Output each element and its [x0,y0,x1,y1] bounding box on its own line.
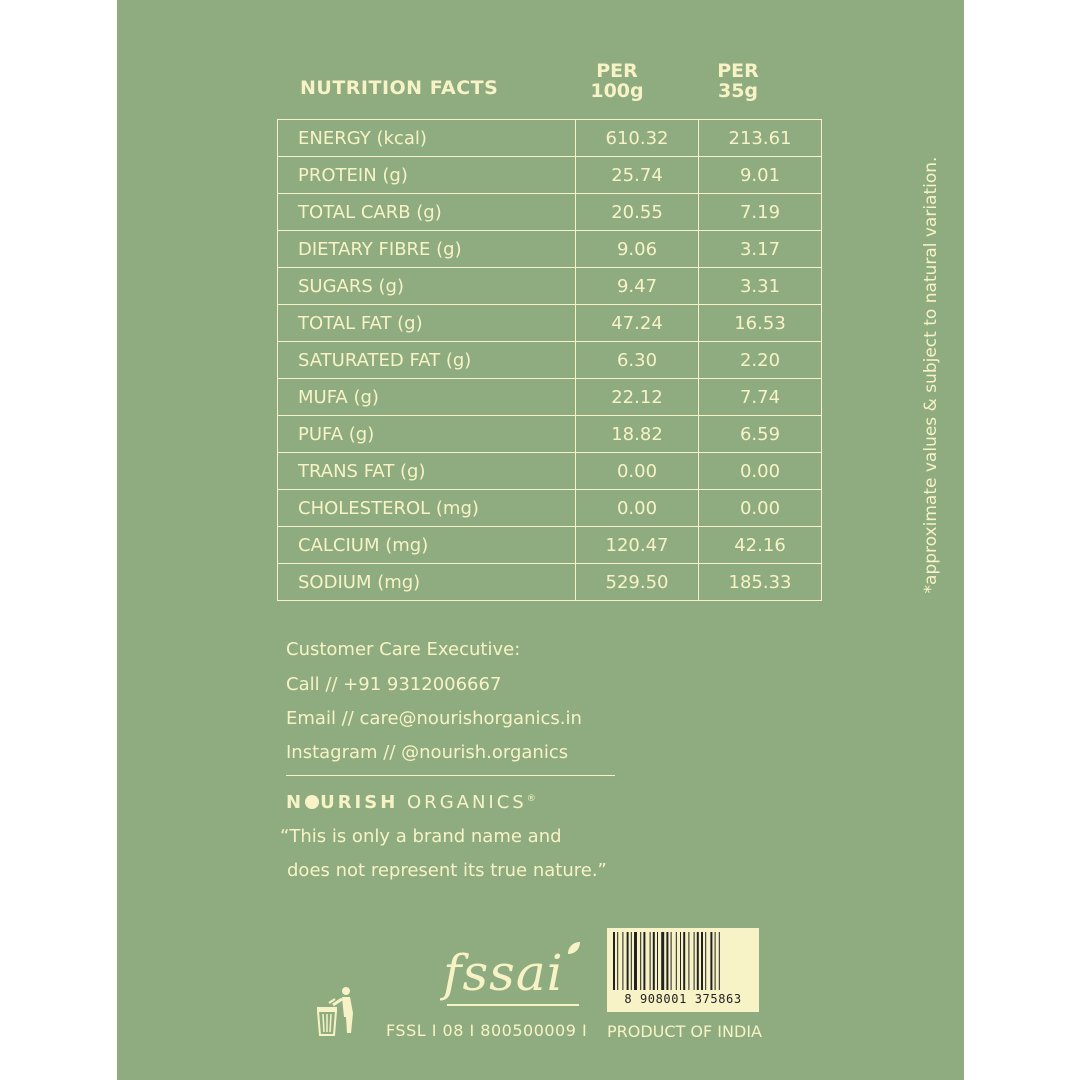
fssai-underline [447,1004,579,1006]
col-header-per-100g [556,61,678,101]
brand-disclaimer-line1: “This is only a brand name and [280,826,562,847]
table-row [278,564,822,601]
per-35g-value: 0.00 [699,490,822,527]
per-100g-value: 18.82 [576,416,699,453]
fssl-number: FSSL I 08 I 800500009 I [386,1021,588,1040]
barcode-bar [680,932,681,990]
barcode-bar [710,932,712,990]
barcode-bar [719,932,720,990]
brand-name-bold: URISH [320,792,399,813]
table-row [278,379,822,416]
fssai-logo: fssai [443,944,564,1002]
barcode-number: 8 908001 375863 [624,992,742,1006]
per-35g-value: 7.19 [699,194,822,231]
per-35g-value: 42.16 [699,527,822,564]
col2-line2: 35g [717,80,759,102]
table-row [278,342,822,379]
registered-mark: ® [526,794,536,804]
per-100g-value: 120.47 [576,527,699,564]
barcode [607,928,759,1012]
barcode-bars [613,932,753,990]
nutrient-label: TOTAL CARB (g) [278,194,576,231]
barcode-bar [666,932,668,990]
col2-line1: PER [717,60,759,82]
nutrient-label: DIETARY FIBRE (g) [278,231,576,268]
table-row [278,527,822,564]
barcode-bar [627,932,629,990]
barcode-bar [671,932,672,990]
col-header-per-35g [677,61,799,101]
table-row [278,157,822,194]
barcode-bar [683,932,685,990]
per-35g-value: 213.61 [699,120,822,157]
tidy-man-bin-icon [315,985,357,1037]
contact-instagram: Instagram // @nourish.organics [286,742,569,763]
per-100g-value: 25.74 [576,157,699,194]
brand-name-light: ORGANICS [407,792,527,813]
barcode-bar [676,932,677,990]
table-row [278,490,822,527]
brand-disclaimer-line2: does not represent its true nature.” [287,860,607,881]
product-origin: PRODUCT OF INDIA [607,1022,762,1041]
per-35g-value: 3.17 [699,231,822,268]
barcode-bar [640,932,641,990]
per-35g-value: 2.20 [699,342,822,379]
per-35g-value: 0.00 [699,453,822,490]
barcode-bar [657,932,658,990]
per-100g-value: 0.00 [576,490,699,527]
barcode-bar [634,932,637,990]
per-100g-value: 6.30 [576,342,699,379]
brand-dot-icon [305,795,319,809]
table-row [278,416,822,453]
divider [286,775,615,776]
col1-line1: PER [596,60,638,82]
barcode-bar [701,932,703,990]
table-row [278,120,822,157]
customer-care-heading: Customer Care Executive: [286,639,521,660]
nutrient-label: SUGARS (g) [278,268,576,305]
per-100g-value: 47.24 [576,305,699,342]
nutrient-label: SODIUM (mg) [278,564,576,601]
per-35g-value: 16.53 [699,305,822,342]
per-100g-value: 9.47 [576,268,699,305]
nutrition-title: NUTRITION FACTS [300,77,499,99]
per-100g-value: 610.32 [576,120,699,157]
table-row [278,453,822,490]
per-35g-value: 6.59 [699,416,822,453]
nutrient-label: ENERGY (kcal) [278,120,576,157]
per-35g-value: 7.74 [699,379,822,416]
nutrient-label: TRANS FAT (g) [278,453,576,490]
table-row [278,268,822,305]
col1-line2: 100g [590,80,644,102]
brand-letter-n: N [286,792,305,813]
brand-logo [286,792,536,813]
table-row [278,231,822,268]
barcode-bar [694,932,695,990]
barcode-bar [650,932,651,990]
per-100g-value: 20.55 [576,194,699,231]
table-row [278,305,822,342]
per-35g-value: 3.31 [699,268,822,305]
fssai-leaf-icon [566,940,582,956]
nutrient-label: PUFA (g) [278,416,576,453]
barcode-bar [697,932,699,990]
barcode-bar [622,932,623,990]
barcode-bar [653,932,655,990]
per-100g-value: 22.12 [576,379,699,416]
nutrient-label: CHOLESTEROL (mg) [278,490,576,527]
per-35g-value: 9.01 [699,157,822,194]
nutrient-label: MUFA (g) [278,379,576,416]
per-35g-value: 185.33 [699,564,822,601]
barcode-bar [715,932,716,990]
per-100g-value: 9.06 [576,231,699,268]
contact-email: Email // care@nourishorganics.in [286,708,582,729]
nutrient-label: PROTEIN (g) [278,157,576,194]
contact-call: Call // +91 9312006667 [286,674,502,695]
barcode-bar [705,932,706,990]
barcode-bar [688,932,689,990]
nutrient-label: CALCIUM (mg) [278,527,576,564]
nutrition-table [277,119,822,601]
nutrient-label: TOTAL FAT (g) [278,305,576,342]
per-100g-value: 529.50 [576,564,699,601]
barcode-bar [661,932,664,990]
per-100g-value: 0.00 [576,453,699,490]
approximate-values-note: *approximate values & subject to natural variation. [921,156,941,594]
barcode-bar [613,932,615,990]
nutrient-label: SATURATED FAT (g) [278,342,576,379]
barcode-bar [617,932,618,990]
barcode-bar [643,932,645,990]
table-row [278,194,822,231]
barcode-bar [631,932,632,990]
